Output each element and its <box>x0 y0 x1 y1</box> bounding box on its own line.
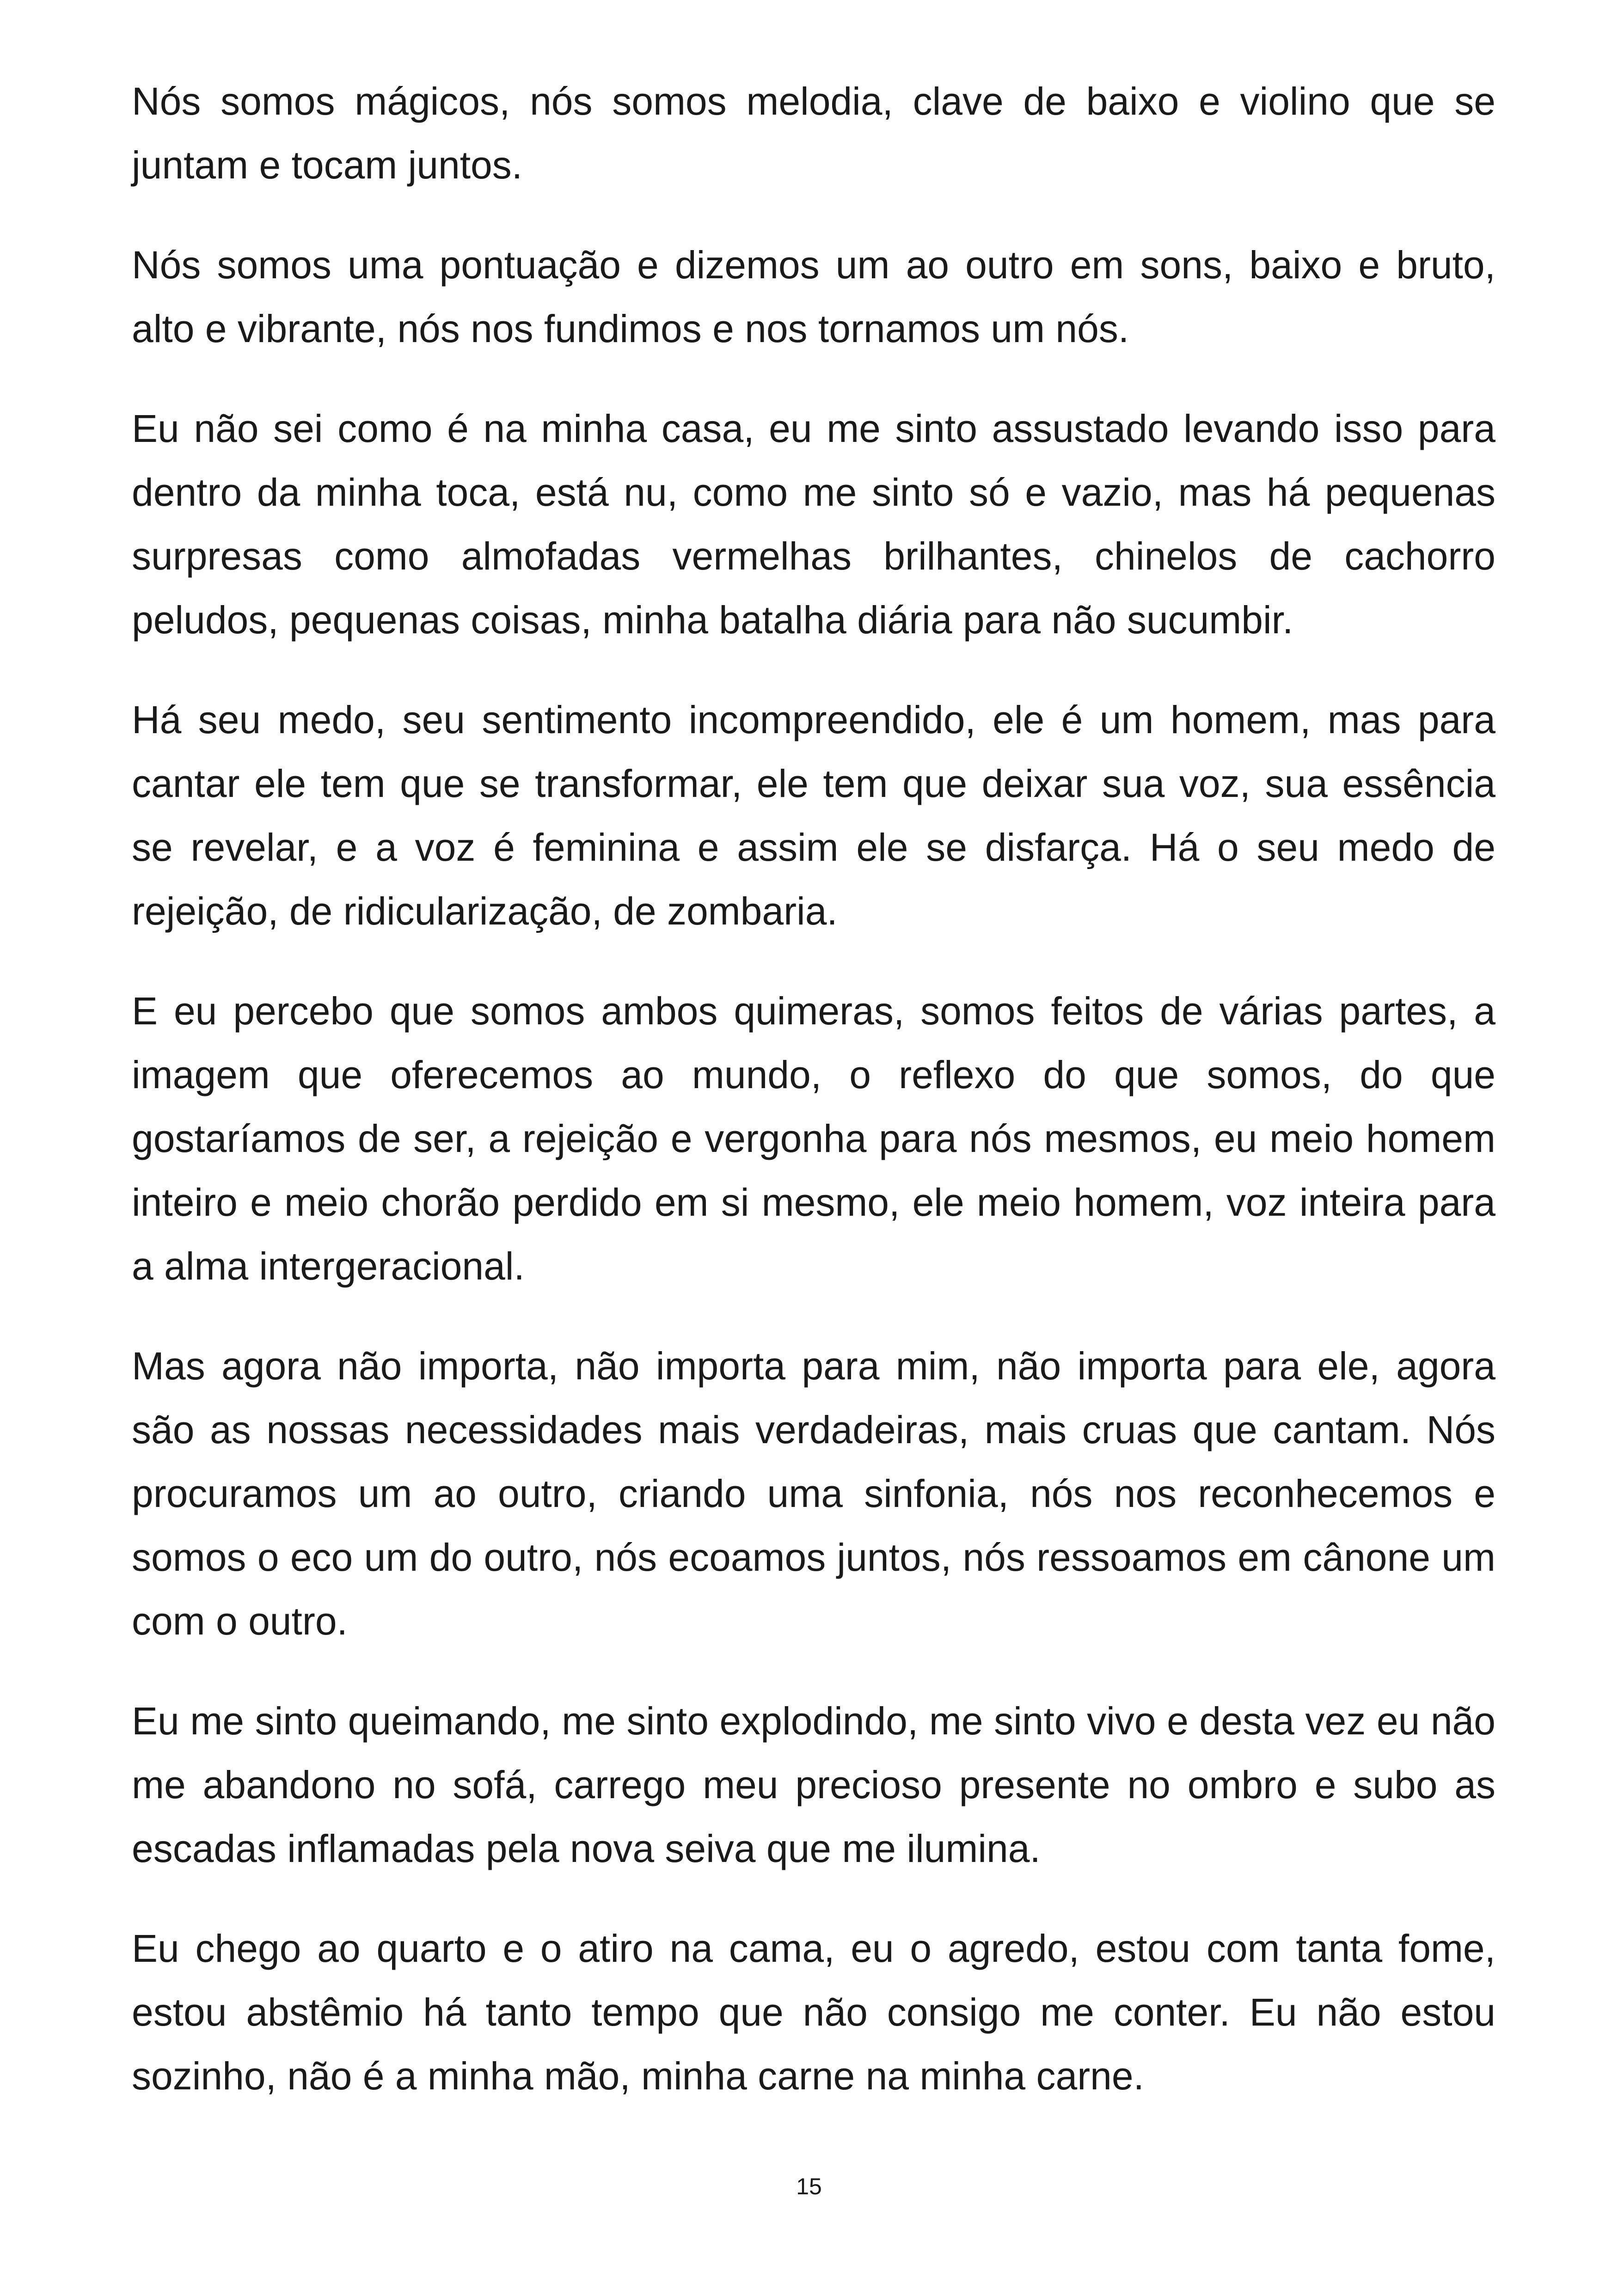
paragraph-8: Eu chego ao quarto e o atiro na cama, eu o agredo, estou com tanta fome, estou abstêmio há tanto tempo que não consigo me conter. Eu não estou sozinho, não é a minha mão, minha carne na minha carne. <box>132 1927 1495 2098</box>
paragraph-5: E eu percebo que somos ambos quimeras, somos feitos de várias partes, a imagem que oferecemos ao mundo, o reflexo do que somos, do que gostaríamos de ser, a rejeição e vergonha para nós mesmos, eu meio homem inteiro e meio chorão perdido em si mesmo, ele meio homem, voz inteira para a alma intergeracional. <box>132 989 1495 1288</box>
paragraph-7: Eu me sinto queimando, me sinto explodindo, me sinto vivo e desta vez eu não me abandono no sofá, carrego meu precioso presente no ombro e subo as escadas inflamadas pela nova seiva que me ilumina. <box>132 1699 1495 1870</box>
paragraph-1: Nós somos mágicos, nós somos melodia, clave de baixo e violino que se juntam e tocam juntos. <box>132 80 1495 187</box>
paragraph-3: Eu não sei como é na minha casa, eu me sinto assustado levando isso para dentro da minha toca, está nu, como me sinto só e vazio, mas há pequenas surpresas como almofadas vermelhas brilhantes, chinelos de cachorro peludos, pequenas coisas, minha batalha diária para não sucumbir. <box>132 407 1495 642</box>
body-text <box>132 69 1495 2108</box>
paragraph-6: Mas agora não importa, não importa para mim, não importa para ele, agora são as nossas necessidades mais verdadeiras, mais cruas que cantam. Nós procuramos um ao outro, criando uma sinfonia, nós nos reconhecemos e somos o eco um do outro, nós ecoamos juntos, nós ressoamos em cânone um com o outro. <box>132 1344 1495 1643</box>
page-number: 15 <box>796 2174 822 2199</box>
paragraph-2: Nós somos uma pontuação e dizemos um ao outro em sons, baixo e bruto, alto e vibrante, nós nos fundimos e nos tornamos um nós. <box>132 243 1495 350</box>
paragraph-4: Há seu medo, seu sentimento incompreendido, ele é um homem, mas para cantar ele tem que se transformar, ele tem que deixar sua voz, sua essência se revelar, e a voz é feminina e assim ele se disfarça. Há o seu medo de rejeição, de ridicularização, de zombaria. <box>132 698 1495 933</box>
